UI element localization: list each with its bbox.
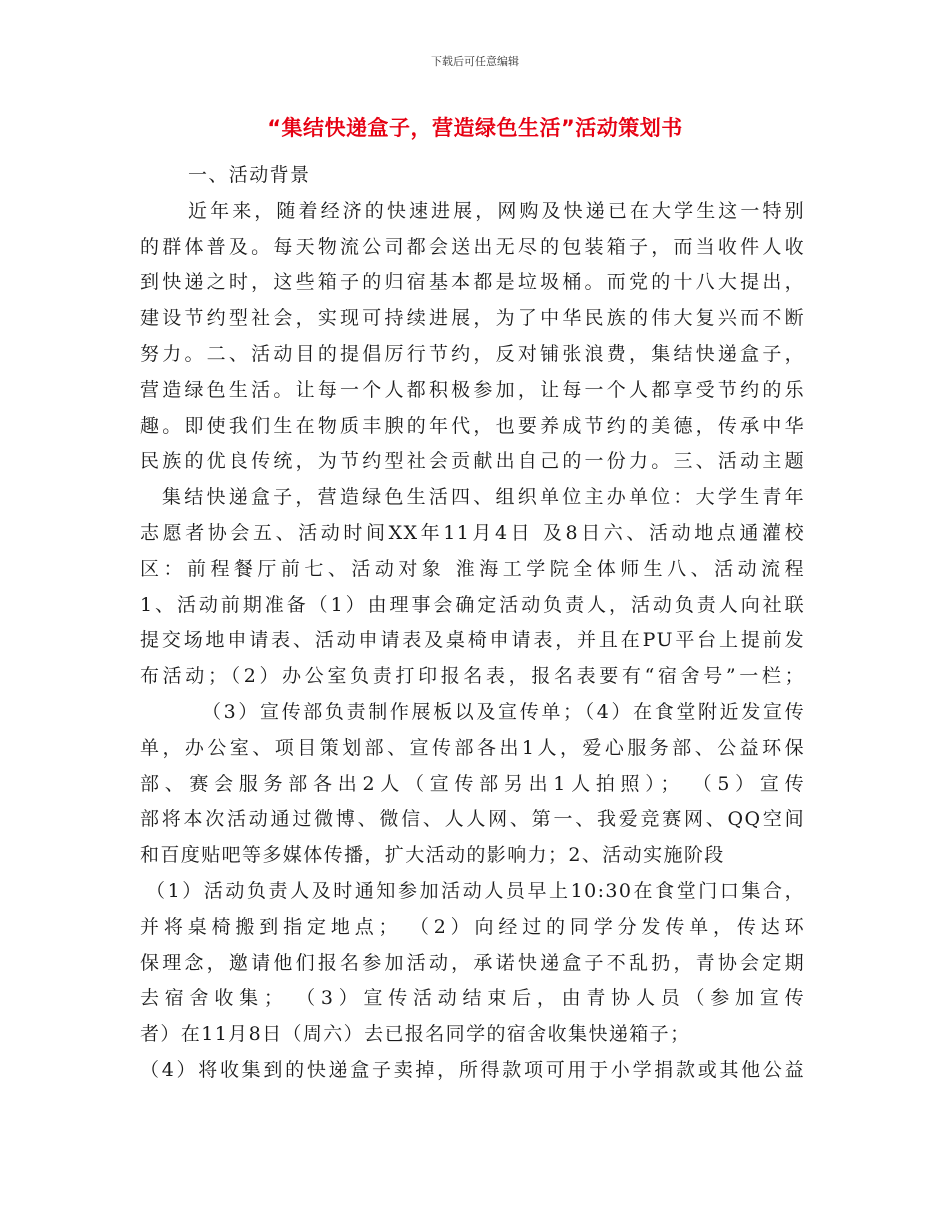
body-line: 布活动；（2）办公室负责打印报名表，报名表要有“宿舍号”一栏；	[140, 665, 805, 688]
body-line: 营造绿色生活。让每一个人都积极参加，让每一个人都享受节约的乐	[140, 378, 805, 401]
body-line: 集结快递盒子，营造绿色生活四、组织单位主办单位：大学生青年	[162, 486, 805, 509]
body-line: 1、活动前期准备（1）由理事会确定活动负责人，活动负责人向社联	[140, 593, 805, 616]
body-line: 单，办公室、项目策划部、宣传部各出1人，爱心服务部、公益环保	[140, 736, 805, 759]
body-line: 部将本次活动通过微博、微信、人人网、第一、我爱竞赛网、QQ空间	[140, 808, 805, 831]
body-line: 建设节约型社会，实现可持续进展，为了中华民族的伟大复兴而不断	[140, 307, 805, 330]
body-line: 保理念，邀请他们报名参加活动，承诺快递盒子不乱扔，青协会定期	[140, 951, 805, 974]
body-line: （3）宣传部负责制作展板以及宣传单；（4）在食堂附近发宣传	[202, 700, 805, 723]
document-title: “集结快递盒子，营造绿色生活”活动策划书	[267, 116, 683, 140]
body-line: 去宿舍收集； （3）宣传活动结束后，由青协人员（参加宣传	[140, 987, 805, 1010]
body-line: 到快递之时，这些箱子的归宿基本都是垃圾桶。而党的十八大提出，	[140, 271, 805, 294]
body-line: 志愿者协会五、活动时间XX年11月4日 及8日六、活动地点通灌校	[140, 521, 805, 544]
body-line: 一、活动背景	[188, 164, 311, 186]
body-line: （1）活动负责人及时通知参加活动人员早上10:30在食堂门口集合，	[146, 879, 805, 902]
body-line: 民族的优良传统，为节约型社会贡献出自己的一份力。三、活动主题	[140, 450, 805, 473]
body-line: 和百度贴吧等多媒体传播，扩大活动的影响力；2、活动实施阶段	[140, 844, 725, 867]
body-line: 并将桌椅搬到指定地点； （2）向经过的同学分发传单，传达环	[140, 915, 805, 938]
body-line: 者）在11月8日（周六）去已报名同学的宿舍收集快递箱子；	[140, 1023, 691, 1046]
body-line: 努力。二、活动目的提倡厉行节约，反对铺张浪费，集结快递盒子，	[140, 342, 805, 365]
body-line: 的群体普及。每天物流公司都会送出无尽的包装箱子，而当收件人收	[140, 235, 805, 258]
header-note: 下载后可任意编辑	[431, 55, 519, 68]
body-line: 部、赛会服务部各出2人（宣传部另出1人拍照）； （5）宣传	[140, 772, 805, 795]
body-line: 近年来，随着经济的快速进展，网购及快递已在大学生这一特别	[188, 199, 805, 222]
body-line: （4）将收集到的快递盒子卖掉，所得款项可用于小学捐款或其他公益	[140, 1058, 805, 1081]
body-line: 区：前程餐厅前七、活动对象 淮海工学院全体师生八、活动流程	[140, 557, 805, 580]
document-body	[140, 158, 805, 1089]
body-line: 趣。即使我们生在物质丰腴的年代，也要养成节约的美德，传承中华	[140, 414, 805, 437]
body-line: 提交场地申请表、活动申请表及桌椅申请表，并且在PU平台上提前发	[140, 629, 805, 652]
